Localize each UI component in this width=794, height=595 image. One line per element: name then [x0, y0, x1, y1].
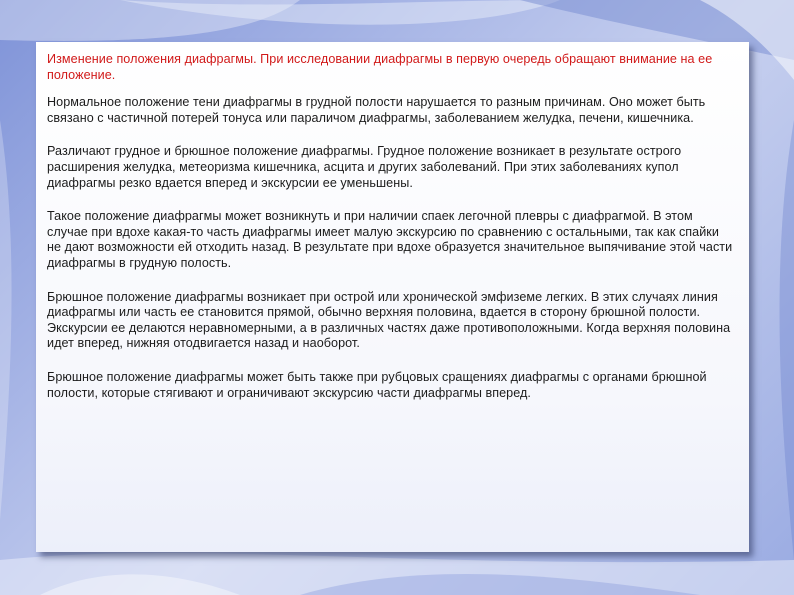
content-panel: [36, 42, 749, 552]
paragraph-heading: Изменение положения диафрагмы. При исследовании диафрагмы в первую очередь обращают внимание на ее положение.: [47, 52, 713, 82]
paragraph-normal-position: Нормальное положение тени диафрагмы в грудной полости нарушается то разным причинам. Оно может быть связано с частичной потерей тонуса или параличом диафрагмы, заболеванием желудка, печени, кишечника.: [47, 95, 706, 125]
paragraph-chest-abdominal: Различают грудное и брюшное положение диафрагмы. Грудное положение возникает в результате острого расширения желудка, метеоризма кишечника, асцита и других заболеваний. При этих заболеваниях купол диафрагмы резко вдается вперед и экскурсии ее уменьшены.: [47, 144, 682, 190]
paragraph-scar-fusions: Брюшное положение диафрагмы может быть также при рубцовых сращениях диафрагмы с органами брюшной полости, которые стягивают и ограничивают экскурсию части диафрагмы вперед.: [47, 369, 707, 400]
paragraph-adhesions: Такое положение диафрагмы может возникнуть и при наличии спаек легочной плевры с диафрагмой. В этом случае при вдохе какая-то часть диафрагмы имеет малую экскурсию по сравнению с остальными, так как спайки не дают возможности ей отходить назад. В результате при вдохе образуется значительное выпячивание этой части диафрагмы в грудную полость.: [47, 209, 733, 270]
paragraph-emphysema: Брюшное положение диафрагмы возникает при острой или хронической эмфиземе легких. В этих случаях линия диафрагмы или часть ее становится прямой, обычно верхняя половина, вдается в сторону брюшной полости. Экскурсии ее делаются неравномерными, а в различных частях даже противоположными. Когда верхняя половина идет вперед, нижняя отодвигается назад и наоборот.: [47, 289, 731, 351]
